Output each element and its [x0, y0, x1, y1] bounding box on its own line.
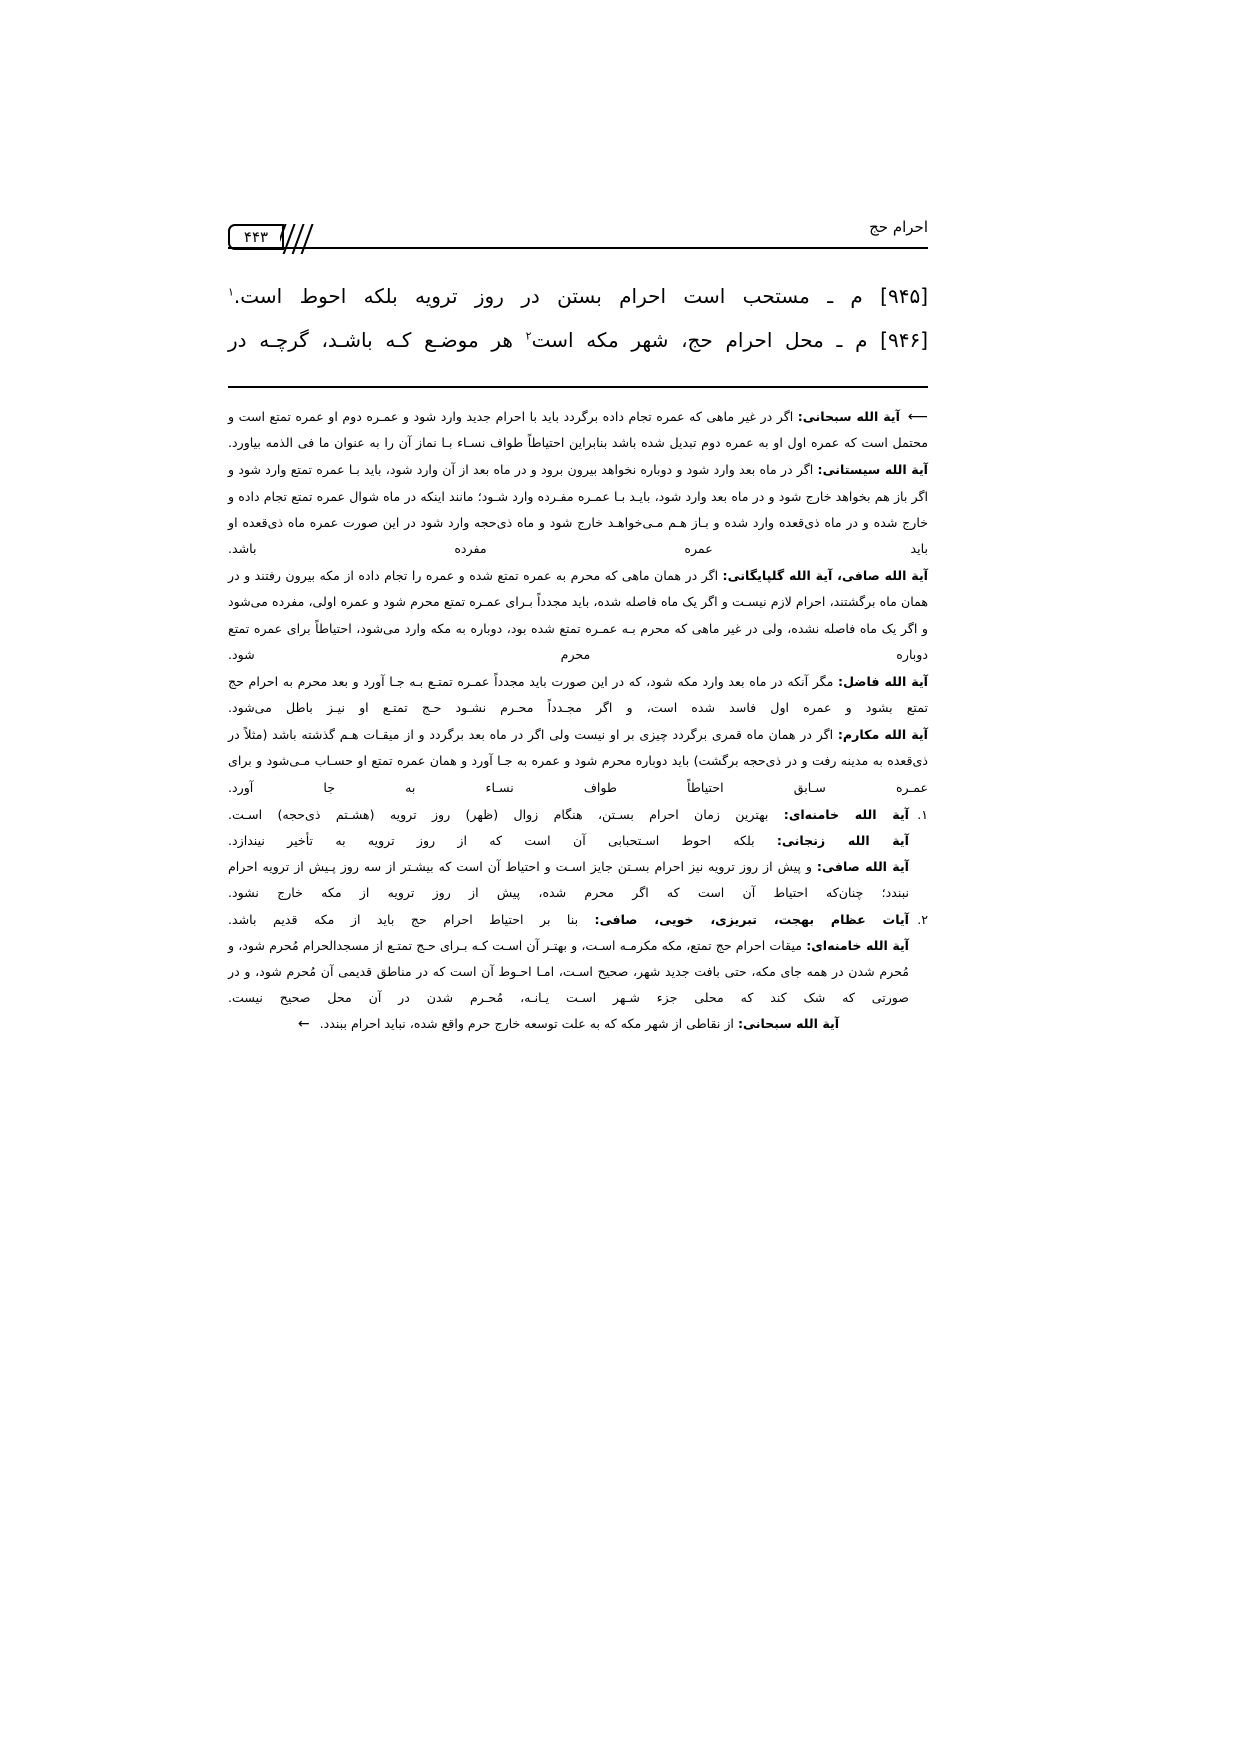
header-divider — [228, 247, 928, 249]
running-head — [228, 210, 928, 262]
footnote-1-zanjani — [228, 828, 909, 854]
authority-name-safi-golpaygani: آیة الله صافی، آیة الله گلپایگانی: — [722, 568, 928, 584]
footnote-item-2-number: ۲. — [917, 911, 928, 927]
ruling-945-number: [۹۴۵] — [880, 284, 929, 308]
authority-name-fazel: آیة الله فاضل: — [838, 673, 928, 689]
authority-name-sobhani: آیة الله سبحانی: — [797, 409, 900, 424]
ruling-945 — [228, 276, 928, 316]
authority-name-khamenei-2: آیة الله خامنه‌ای: — [806, 937, 909, 953]
ruling-946-text-part1: محل احرام حج، شهر مکه است — [531, 328, 824, 352]
rulings-section — [228, 276, 928, 360]
authority-opinion-sobhani-2: از نقاطی از شهر مکه که به علت توسعه خارج حرم واقع شده، نباید احرام ببندد. — [319, 1016, 734, 1032]
authority-opinion-sistani: اگر در ماه بعد وارد شود و دوباره نخواهد بیرون برود و در ماه بعد از آن وارد شود، باید بـا عمره تمتع وارد شود و اگر باز هم بخواهد خارج شود و در ماه بعد وارد شود، بایـد بـا عمـره مفـرده وارد شـود؛ مانند اینکه در ماه شوال عمره تمتع تجام داده و خارج شده و در ماه ذی‌قعده وارد شده و بـاز هـم مـی‌خواهـد خارج شود و ماه ذی‌حجه وارد شود در این صورت عمره ماه ذی‌قعده او باید عمره مفرده باشد. — [228, 462, 928, 556]
continuation-arrow-end-icon: ← — [297, 1016, 310, 1033]
footnote-block-sistani — [228, 457, 928, 562]
footnote-1-safi — [228, 854, 909, 906]
ruling-946-marker: م — [855, 328, 868, 352]
authority-opinion-khamenei-1: بهترین زمان احرام بسـتن، هنگام زوال (ظهر) روز ترویه (هشـتم ذی‌حجه) اسـت. — [228, 806, 769, 822]
footnote-block-fazel — [228, 669, 928, 721]
ruling-946 — [228, 320, 928, 360]
authority-opinion-fazel: مگر آنکه در ماه بعد وارد مکه شود، که در این صورت باید مجدداً عمـره تمتـع بـه جـا آورد و بعد محرم به احرام حج تمتع بشود و عمره اول فاسد شده است، و اگر مجـدداً محـرم نشـود حـج تمتـع او نیـز باطل می‌شود. — [228, 673, 928, 716]
authority-opinion-zanjani: بلکه احوط اسـتحبابی آن است که از روز ترویه به تأخیر نیندازد. — [228, 833, 755, 848]
footnote-2-khamenei — [228, 933, 909, 1012]
running-head-title: احرام حج — [869, 218, 928, 236]
authority-opinion-sobhani: اگر در غیر ماهی که عمره تجام داده برگردد باید با احرام جدید وارد شود و عمـره دوم او عمره تمتع است و محتمل است که عمره اول او به عمره دوم تبدیل شده باشد بنابراین احتیاطاً طواف نسـاء بـا نماز آن را به عنوان ما فی الذمه بیاورد. — [228, 409, 928, 451]
footnotes-section — [228, 404, 928, 1038]
ruling-946-dash: ـ — [836, 328, 843, 352]
authority-name-zanjani: آیة الله زنجانی: — [776, 833, 909, 848]
authority-name-ayat-ezam: آیات عظام بهجت، تبریزی، خویی، صافی: — [594, 911, 909, 927]
authority-name-safi-1: آیة الله صافی: — [816, 859, 909, 875]
ruling-946-footnote-ref: ۲ — [525, 329, 532, 343]
page-number: ۴۴۳ — [228, 224, 284, 250]
authority-opinion-makarem: اگر در همان ماه قمری برگردد چیزی بر او نیست ولی اگر در ماه بعد برگردد و از میقـات هـم گذشته باشد (مثلاً در ذی‌قعده به مدینه رفت و در ذی‌حجه برگشت) باید دوباره محرم شود و عمره به جـا آورد و همان عمره تمتع او حسـاب مـی‌شود و برای عمـره سـابق احتیاطاً طواف نسـاء به جا آورد. — [228, 727, 928, 795]
ruling-945-marker: م — [850, 284, 863, 308]
footnote-item-2 — [228, 907, 928, 1038]
authority-name-makarem: آیة الله مکارم: — [837, 727, 928, 743]
footnote-item-1-number: ۱. — [917, 806, 928, 822]
authority-name-sistani: آیة الله سیستانی: — [817, 462, 928, 478]
ruling-945-text: مستحب است احرام بستن در روز ترویه بلکه احوط است. — [233, 284, 810, 308]
numbered-footnotes-list — [228, 802, 928, 1038]
folio-block — [228, 224, 322, 254]
authority-opinion-safi-1: و پیش از روز ترویه نیز احرام بسـتن جایز اسـت و احتیاط آن است که بیشـتر از سه روز پـیش از ترویه احرام نبندد؛ چنان‌که احتیاط آن است که اگر محرم شده، پیش از روز ترویه از مکه خارج نشود. — [228, 859, 909, 901]
authority-opinion-ayat-ezam: بنا بر احتیاط احرام حج باید از مکه قدیم باشد. — [228, 911, 579, 927]
authority-opinion-safi-golpaygani: اگر در همان ماهی که محرم به عمره تمتع شده و عمره را تجام داده از مکه بیرون رفتند و در همان ماه برگشتند، احرام لازم نیسـت و اگر یک ماه فاصله شده، باید مجدداً بـرای عمـره تمتع محرم شود و عمره اولی، مفرده می‌شود و اگر یک ماه فاصله نشده، ولی در غیر ماهی که محرم بـه عمـره تمتع شده بود، دوباره به مکه وارد می‌شود، احتیاطاً برای عمره تمتع دوباره محرم شود. — [228, 568, 928, 662]
footnote-1-khamenei — [228, 802, 909, 828]
ruling-945-dash: ـ — [827, 284, 834, 308]
footnote-2-ayat-ezam — [228, 907, 909, 933]
footnote-block-makarem — [228, 722, 928, 801]
footnote-divider — [228, 386, 928, 388]
footnote-block-safi-golpaygani — [228, 563, 928, 668]
authority-name-sobhani-2: آیة الله سبحانی: — [737, 1016, 840, 1032]
footnote-block-sobhani-continued — [228, 404, 928, 456]
ruling-946-text-part2: هر موضـع کـه باشـد، گرچـه در — [228, 328, 513, 352]
authority-opinion-khamenei-2: میقات احرام حج تمتع، مکه مکرمـه اسـت، و بهتـر آن اسـت کـه بـرای حـج تمتـع از مسجدالحرام مُحرم شود، و مُحرم شدن در همه جای مکه، حتی بافت جدید شهر، صحیح اسـت، امـا احـوط آن است که در مناطق قدیمی آن مُحرم شود، و در صورتی که شک کند که محلی جزء شـهر اسـت یـانـه، مُحـرم شدن در آن محل صحیح نیست. — [228, 937, 909, 1006]
authority-name-khamenei-1: آیة الله خامنه‌ای: — [783, 806, 909, 822]
footnote-2-sobhani — [228, 1011, 909, 1037]
page-content — [228, 210, 928, 1038]
footnote-item-1 — [228, 802, 928, 907]
continuation-arrow-icon: ⟵ — [907, 409, 928, 425]
ruling-946-number: [۹۴۶] — [880, 328, 928, 352]
ruling-945-footnote-ref: ۱ — [228, 285, 234, 299]
slash-ornament-icon — [280, 224, 322, 254]
